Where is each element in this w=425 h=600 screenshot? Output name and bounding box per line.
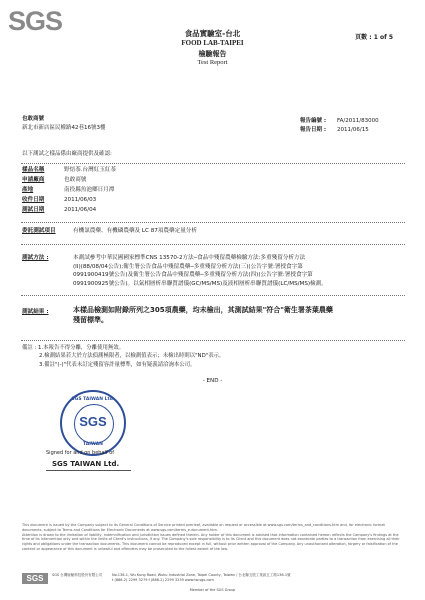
- report-number-label: 報告編號 :: [300, 118, 327, 124]
- divider: [21, 295, 405, 296]
- client-address: 新北市新店區民權路42巷16號3樓: [22, 125, 106, 131]
- report-title-en: Test Report: [197, 59, 228, 66]
- footer-company: SGS 台灣檢驗科技股份有限公司: [52, 573, 103, 577]
- divider: [21, 244, 405, 245]
- client-name: 也敢商號: [22, 116, 45, 122]
- received-date: 2011/06/03: [64, 197, 97, 203]
- test-item-row: [22, 227, 197, 236]
- tested-date: 2011/06/04: [64, 207, 97, 213]
- applicant-row: [22, 176, 86, 185]
- tested-row: [22, 206, 96, 215]
- intro-text: 以下測試之樣品係由廠商提供及確認:: [22, 151, 112, 157]
- applicant: 也敢商號: [64, 177, 87, 183]
- method-line: 0991900925號公告)。以氣相層析串聯質譜儀(GC/MS/MS)及液相層析串聯質譜儀(LC/MS/MS)檢測。: [73, 280, 327, 287]
- note-line: 備註 : 1.本報告不得分離，分離使用無效。: [22, 345, 125, 351]
- report-title-cn: 檢驗報告: [198, 50, 227, 58]
- seal-logo: SGS: [79, 414, 107, 429]
- received-row: [22, 196, 96, 205]
- seal-bottom-text: TAIWAN: [83, 442, 103, 447]
- sample-name-label: 樣品名稱: [22, 167, 45, 173]
- method-label: 測試方法 :: [22, 255, 49, 261]
- result-label: 測試結果 :: [22, 309, 49, 315]
- fine-print-line: Attention is drawn to the limitation of liability, indemnification and jurisdiction issues defined therein. Any holder of this document is advised that information contained hereon reflects the Company's findings at the time of its intervention only and within the limits of Client's instructions, if any. The Company's sole responsibility is to its Client and this document does not exonerate parties to a transaction from exercising all their rights and obligations under the transaction documents. This document cannot be reproduced except in full, without prior written approval of the Company. Any unauthorized alteration, forgery or falsification of the content or appearance of this document is unlawful and offenders may be prosecuted to the fullest extent of the law.: [22, 532, 400, 551]
- test-item-label: 委託測試項目: [22, 228, 56, 234]
- divider: [21, 222, 405, 223]
- result-label-row: [22, 308, 64, 317]
- report-number: FA/2011/83000: [337, 118, 379, 124]
- end-marker: - END -: [202, 378, 223, 384]
- result-line: 本樣品檢測如附錄所列之305項農藥，均未檢出，其測試結果"符合"衛生署茶葉農藥: [73, 306, 333, 314]
- test-item: 有機氯農藥、有機磷農藥及 LC 87項農藥定量分析: [73, 228, 197, 234]
- footer-phone: t (886-2) 2299 3279 f (886-2) 2299 3239 www.tw.sgs.com: [112, 578, 214, 582]
- method-line: (II)(88/08/04公告);衛生署公告食品中殘留農藥─多重殘留分析方法(三)(公告字號:署授食字第: [73, 263, 303, 270]
- result-line: 殘留標準。: [73, 316, 108, 324]
- note-line: 2.檢測結果若大於方法偵測極限者，以檢測值表示；未檢出時則以"ND"表示。: [39, 353, 225, 360]
- divider: [21, 163, 405, 164]
- origin: 南投縣魚池鄉日月潭: [64, 187, 115, 193]
- lab-title-cn: 食品實驗室-台北: [184, 29, 241, 38]
- note-line: 3.備註"(-)"代表未訂定殘留容許量標準，如有疑義請洽詢本公司。: [39, 361, 196, 368]
- origin-label: 產地: [22, 187, 34, 193]
- signature-line: [46, 470, 131, 471]
- page-number: 頁數 : 1 of 5: [355, 34, 393, 41]
- origin-row: [22, 186, 114, 195]
- received-label: 收件日期: [22, 197, 45, 203]
- report-date: 2011/06/15: [337, 127, 369, 133]
- fine-print: [22, 523, 404, 552]
- signer-company: SGS TAIWAN Ltd.: [52, 460, 120, 468]
- report-date-label: 報告日期 :: [300, 127, 327, 133]
- method-label-row: [22, 254, 64, 263]
- divider: [21, 340, 405, 341]
- applicant-label: 申請廠商: [22, 177, 45, 183]
- company-seal: [60, 390, 126, 456]
- fine-print-line: This document is issued by the Company subject to its General Conditions of Service printed overleaf, available on request or accessible at www.sgs.com/terms_and_conditions.htm and, for electronic format documents, subject to Terms and Conditions for Electronic Documents at www.sgs.com/terms_e-document.htm.: [22, 523, 385, 532]
- lab-title-en: FOOD LAB-TAIPEI: [181, 39, 244, 47]
- signer-line: Signed for and on behalf of: [46, 450, 115, 456]
- tested-label: 測試日期: [22, 207, 45, 213]
- footer-sgs-logo: SGS: [22, 573, 48, 584]
- sample-name: 野焙茶.台灣紅玉紅茶: [64, 167, 117, 173]
- sgs-logo: SGS: [8, 6, 63, 36]
- method-line: 0991900419號公告)及衛生署公告食品中殘留農藥─多重殘留分析方法(四)(公告字號:署授食字第: [73, 272, 313, 279]
- seal-top-text: SGS TAIWAN Ltd.: [71, 397, 115, 402]
- method-line: 本測試參考中華民國國家標準CNS 13570-2方法─食品中殘留農藥檢驗方法:多重殘留分析方法: [73, 255, 306, 261]
- footer-address: No.136-1, Wu Kung Road, Wuku Industrial Zone, Taipei County, Taiwan / 台北縣五股工業區五工路136-1號: [112, 573, 291, 577]
- footer-member: Member of the SGS Group: [189, 588, 236, 592]
- result-text: [73, 305, 403, 325]
- method-text: [73, 254, 403, 288]
- notes: [22, 344, 402, 369]
- sample-name-row: [22, 166, 116, 175]
